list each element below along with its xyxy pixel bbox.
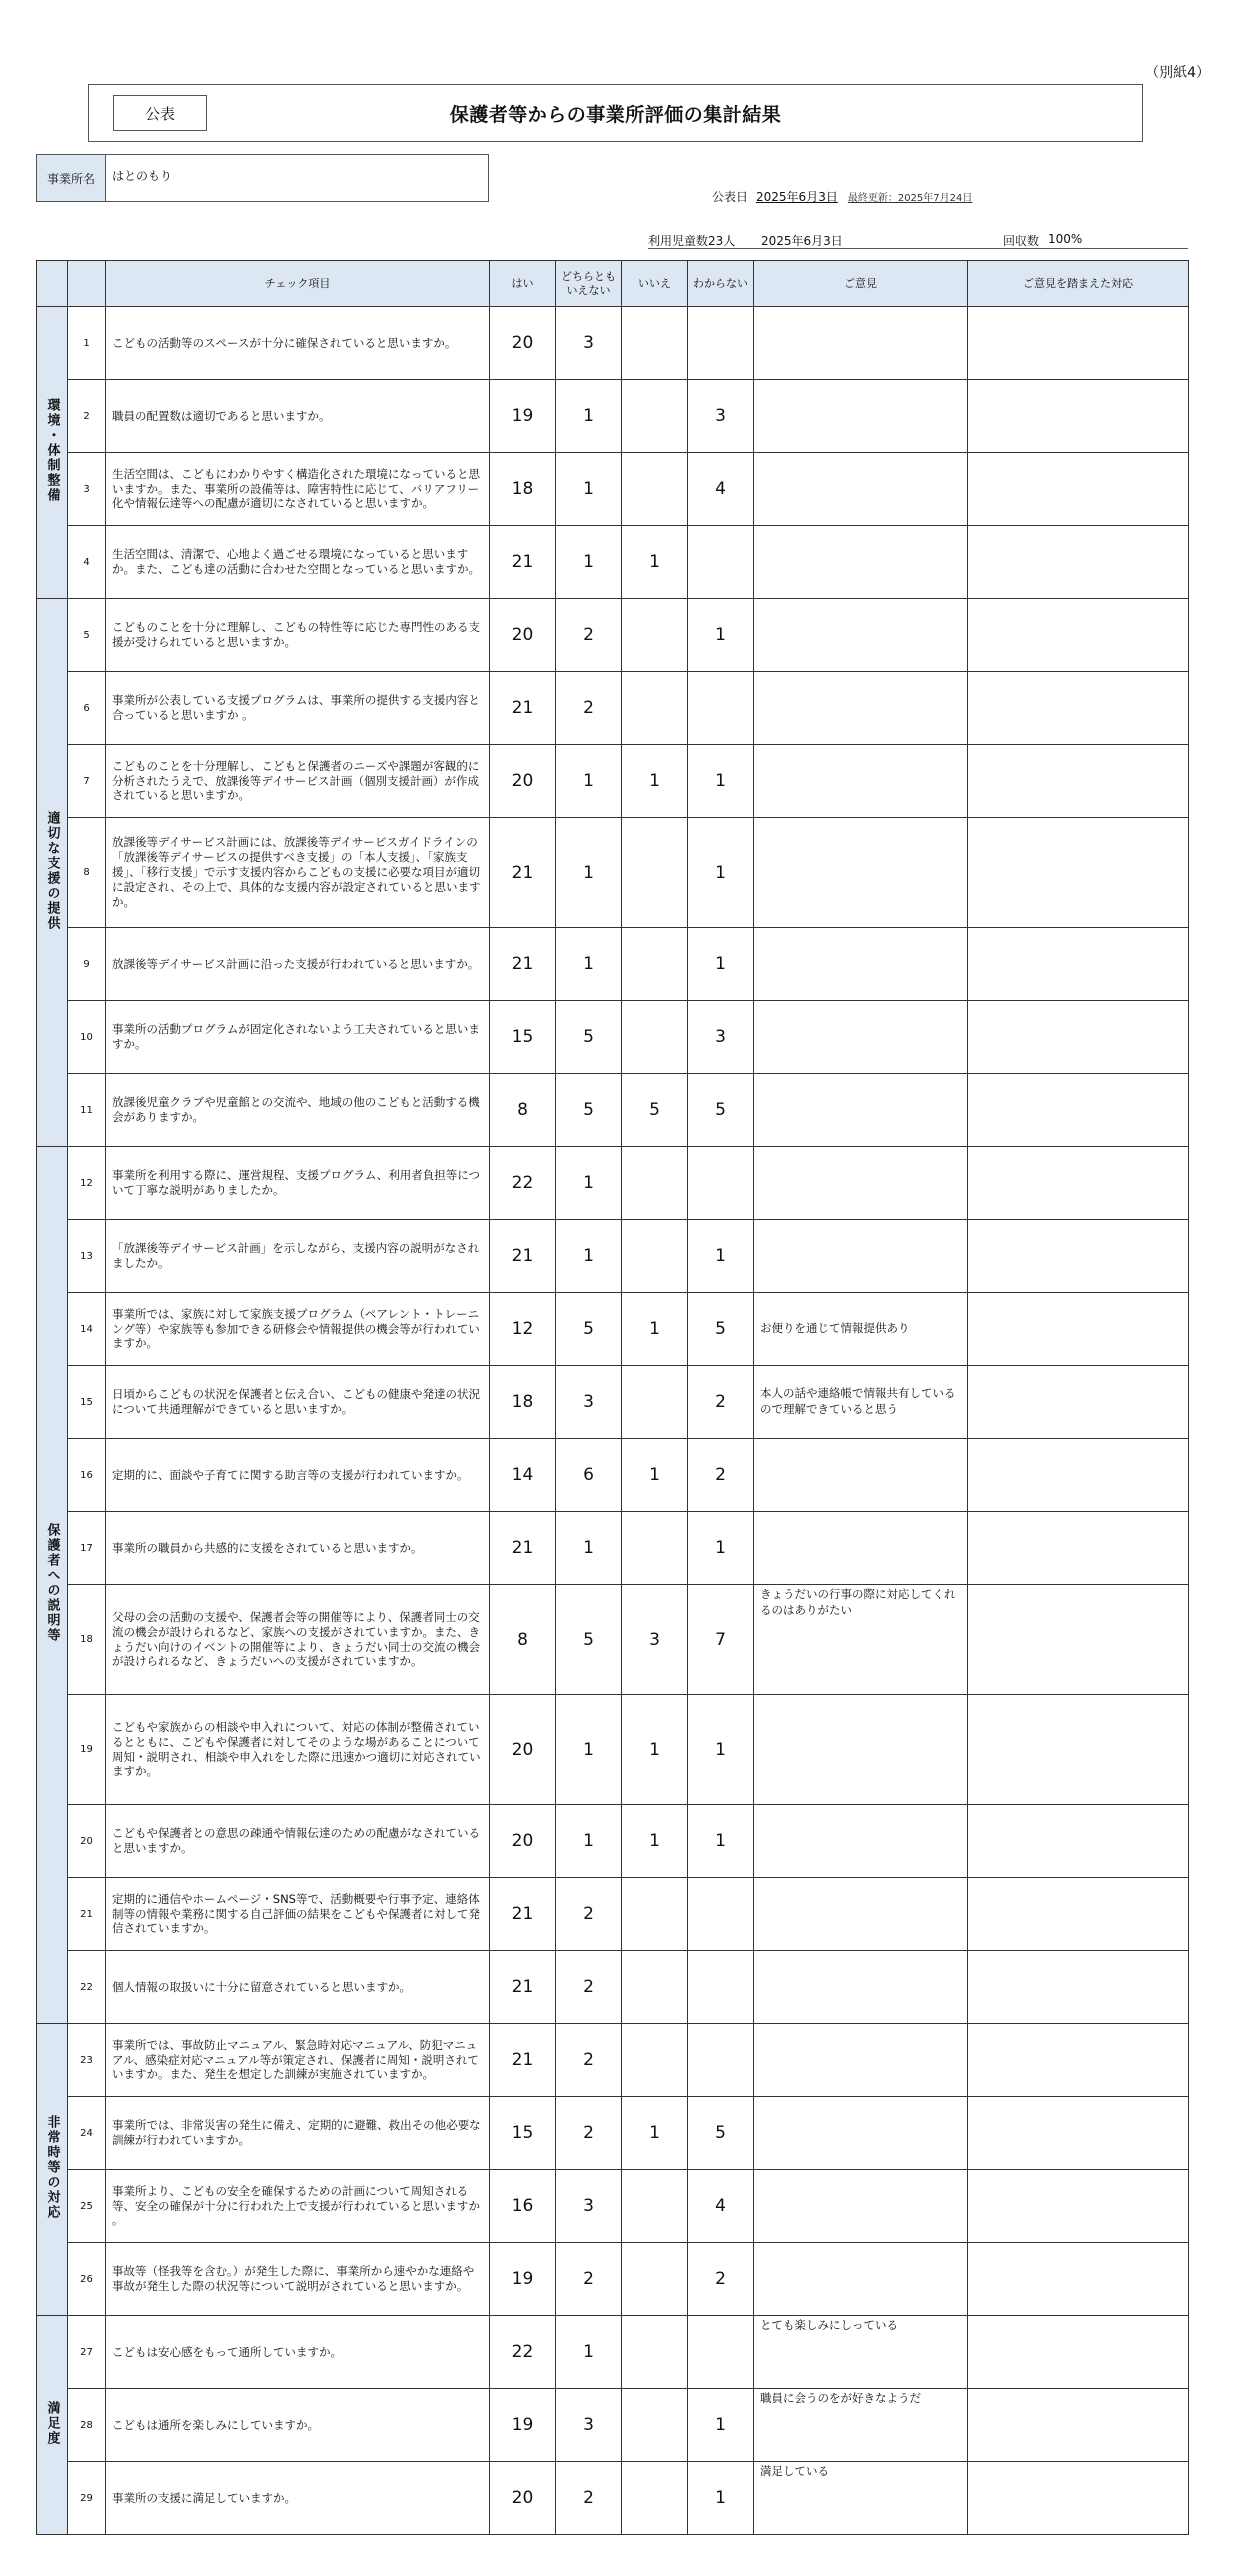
response-text bbox=[968, 2462, 1189, 2535]
question-text: 「放課後等デイサービス計画」を示しながら、支援内容の説明がなされましたか。 bbox=[106, 1220, 490, 1293]
count-unknown bbox=[688, 1147, 754, 1220]
opinion-text bbox=[754, 2097, 968, 2170]
count-neutral: 2 bbox=[556, 599, 622, 672]
count-yes: 20 bbox=[490, 1695, 556, 1805]
count-neutral: 1 bbox=[556, 745, 622, 818]
table-row bbox=[37, 1439, 1189, 1512]
count-unknown bbox=[688, 1878, 754, 1951]
count-no: 1 bbox=[622, 1695, 688, 1805]
question-text: 職員の配置数は適切であると思いますか。 bbox=[106, 380, 490, 453]
count-yes: 21 bbox=[490, 928, 556, 1001]
response-label: 回収数 bbox=[1003, 234, 1040, 248]
count-no: 1 bbox=[622, 1439, 688, 1512]
table-row bbox=[37, 1512, 1189, 1585]
question-text: 事故等（怪我等を含む。）が発生した際に、事業所から速やかな連絡や事故が発生した際の状況等について説明がされていると思いますか。 bbox=[106, 2243, 490, 2316]
opinion-text bbox=[754, 1074, 968, 1147]
header-number bbox=[68, 261, 106, 307]
count-yes: 22 bbox=[490, 2316, 556, 2389]
opinion-text: 本人の話や連絡帳で情報共有しているので理解できていると思う bbox=[754, 1366, 968, 1439]
table-header-row bbox=[37, 261, 1189, 307]
row-number: 3 bbox=[68, 453, 106, 526]
count-no bbox=[622, 1001, 688, 1074]
response-rate: 100% bbox=[1048, 232, 1083, 246]
count-unknown: 5 bbox=[688, 1293, 754, 1366]
survey-info-row bbox=[648, 228, 1188, 249]
question-text: 日頃からこどもの状況を保護者と伝え合い、こどもの健康や発達の状況について共通理解ができていると思いますか。 bbox=[106, 1366, 490, 1439]
count-unknown: 2 bbox=[688, 1366, 754, 1439]
survey-date: 2025年6月3日 bbox=[761, 234, 843, 248]
count-neutral: 1 bbox=[556, 1147, 622, 1220]
opinion-text bbox=[754, 307, 968, 380]
count-no bbox=[622, 818, 688, 928]
table-row bbox=[37, 380, 1189, 453]
count-unknown: 1 bbox=[688, 599, 754, 672]
count-yes: 21 bbox=[490, 1220, 556, 1293]
count-neutral: 3 bbox=[556, 1366, 622, 1439]
opinion-text bbox=[754, 1220, 968, 1293]
table-row bbox=[37, 2097, 1189, 2170]
count-unknown: 3 bbox=[688, 1001, 754, 1074]
row-number: 2 bbox=[68, 380, 106, 453]
response-text bbox=[968, 1878, 1189, 1951]
opinion-text bbox=[754, 1001, 968, 1074]
question-text: 事業所では、非常災害の発生に備え、定期的に避難、救出その他必要な訓練が行われていますか。 bbox=[106, 2097, 490, 2170]
count-neutral: 2 bbox=[556, 1951, 622, 2024]
count-yes: 14 bbox=[490, 1439, 556, 1512]
opinion-text bbox=[754, 453, 968, 526]
count-no bbox=[622, 1220, 688, 1293]
question-text: 放課後等デイサービス計画には、放課後等デイサービスガイドラインの「放課後等デイサービスの提供すべき支援」の「本人支援」、「家族支援」、「移行支援」で示す支援内容からこどもの支援に必要な項目が適切に設定され、その上で、具体的な支援内容が設定されていると思いますか。 bbox=[106, 818, 490, 928]
count-yes: 19 bbox=[490, 380, 556, 453]
table-row bbox=[37, 1074, 1189, 1147]
row-number: 7 bbox=[68, 745, 106, 818]
response-text bbox=[968, 2316, 1189, 2389]
count-neutral: 6 bbox=[556, 1439, 622, 1512]
question-text: 事業所より、こどもの安全を確保するための計画について周知される等、安全の確保が十分に行われた上で支援が行われていると思いますか 。 bbox=[106, 2170, 490, 2243]
row-number: 1 bbox=[68, 307, 106, 380]
table-row bbox=[37, 1878, 1189, 1951]
count-unknown bbox=[688, 307, 754, 380]
count-unknown: 5 bbox=[688, 1074, 754, 1147]
category-cell bbox=[37, 307, 68, 599]
response-text bbox=[968, 1293, 1189, 1366]
count-no bbox=[622, 1147, 688, 1220]
last-updated: 最終更新：2025年7月24日 bbox=[847, 193, 973, 204]
opinion-text bbox=[754, 2243, 968, 2316]
response-text bbox=[968, 1001, 1189, 1074]
count-no bbox=[622, 2243, 688, 2316]
row-number: 28 bbox=[68, 2389, 106, 2462]
response-text bbox=[968, 1074, 1189, 1147]
table-body bbox=[37, 307, 1189, 2535]
count-yes: 21 bbox=[490, 672, 556, 745]
count-unknown: 1 bbox=[688, 745, 754, 818]
opinion-text bbox=[754, 928, 968, 1001]
header-yes: はい bbox=[490, 261, 556, 307]
count-no: 1 bbox=[622, 1805, 688, 1878]
table-row bbox=[37, 599, 1189, 672]
count-neutral: 2 bbox=[556, 2462, 622, 2535]
count-neutral: 1 bbox=[556, 526, 622, 599]
count-unknown: 4 bbox=[688, 453, 754, 526]
response-text bbox=[968, 745, 1189, 818]
count-neutral: 1 bbox=[556, 380, 622, 453]
table-row bbox=[37, 2389, 1189, 2462]
question-text: 事業所の支援に満足していますか。 bbox=[106, 2462, 490, 2535]
count-unknown: 1 bbox=[688, 1695, 754, 1805]
table-row bbox=[37, 1695, 1189, 1805]
count-yes: 20 bbox=[490, 307, 556, 380]
count-yes: 21 bbox=[490, 1878, 556, 1951]
opinion-text: お便りを通じて情報提供あり bbox=[754, 1293, 968, 1366]
question-text: 個人情報の取扱いに十分に留意されていると思いますか。 bbox=[106, 1951, 490, 2024]
count-no: 1 bbox=[622, 745, 688, 818]
question-text: 放課後等デイサービス計画に沿った支援が行われていると思いますか。 bbox=[106, 928, 490, 1001]
response-text bbox=[968, 1695, 1189, 1805]
table-row bbox=[37, 1805, 1189, 1878]
count-yes: 20 bbox=[490, 599, 556, 672]
question-text: 生活空間は、こどもにわかりやすく構造化された環境になっていると思いますか。また、事業所の設備等は、障害特性に応じて、バリアフリー化や情報伝達等への配慮が適切になされていると思いますか。 bbox=[106, 453, 490, 526]
table-row bbox=[37, 672, 1189, 745]
response-text bbox=[968, 307, 1189, 380]
table-row bbox=[37, 2462, 1189, 2535]
row-number: 4 bbox=[68, 526, 106, 599]
row-number: 18 bbox=[68, 1585, 106, 1695]
count-no: 1 bbox=[622, 526, 688, 599]
count-unknown: 7 bbox=[688, 1585, 754, 1695]
row-number: 13 bbox=[68, 1220, 106, 1293]
row-number: 21 bbox=[68, 1878, 106, 1951]
table-row bbox=[37, 1147, 1189, 1220]
count-yes: 21 bbox=[490, 818, 556, 928]
header-response: ご意見を踏まえた対応 bbox=[968, 261, 1189, 307]
count-neutral: 5 bbox=[556, 1293, 622, 1366]
response-text bbox=[968, 1805, 1189, 1878]
count-no: 5 bbox=[622, 1074, 688, 1147]
header-opinion: ご意見 bbox=[754, 261, 968, 307]
count-unknown: 2 bbox=[688, 2243, 754, 2316]
count-neutral: 1 bbox=[556, 818, 622, 928]
opinion-text bbox=[754, 1951, 968, 2024]
count-neutral: 1 bbox=[556, 2316, 622, 2389]
pub-date: 2025年6月3日 bbox=[756, 190, 838, 204]
count-neutral: 3 bbox=[556, 307, 622, 380]
response-text bbox=[968, 2024, 1189, 2097]
question-text: 生活空間は、清潔で、心地よく過ごせる環境になっていると思いますか。また、こども達の活動に合わせた空間となっていると思いますか。 bbox=[106, 526, 490, 599]
row-number: 26 bbox=[68, 2243, 106, 2316]
count-unknown: 1 bbox=[688, 1512, 754, 1585]
question-text: 事業所の職員から共感的に支援をされていると思いますか。 bbox=[106, 1512, 490, 1585]
response-text bbox=[968, 2243, 1189, 2316]
row-number: 20 bbox=[68, 1805, 106, 1878]
row-number: 29 bbox=[68, 2462, 106, 2535]
header-unknown: わからない bbox=[688, 261, 754, 307]
table-row bbox=[37, 2024, 1189, 2097]
response-text bbox=[968, 453, 1189, 526]
count-unknown: 1 bbox=[688, 1220, 754, 1293]
count-yes: 21 bbox=[490, 1951, 556, 2024]
table-row bbox=[37, 307, 1189, 380]
count-neutral: 1 bbox=[556, 1512, 622, 1585]
header-neutral: どちらとも いえない bbox=[556, 261, 622, 307]
count-yes: 20 bbox=[490, 745, 556, 818]
table-row bbox=[37, 453, 1189, 526]
question-text: 事業所を利用する際に、運営規程、支援プログラム、利用者負担等について丁寧な説明がありましたか。 bbox=[106, 1147, 490, 1220]
count-unknown: 3 bbox=[688, 380, 754, 453]
question-text: 放課後児童クラブや児童館との交流や、地域の他のこどもと活動する機会がありますか。 bbox=[106, 1074, 490, 1147]
count-neutral: 2 bbox=[556, 2097, 622, 2170]
response-text bbox=[968, 599, 1189, 672]
question-text: 事業所の活動プログラムが固定化されないよう工夫されていると思いますか。 bbox=[106, 1001, 490, 1074]
opinion-text bbox=[754, 1147, 968, 1220]
count-neutral: 2 bbox=[556, 2024, 622, 2097]
count-unknown bbox=[688, 1951, 754, 2024]
count-no bbox=[622, 2170, 688, 2243]
count-neutral: 1 bbox=[556, 1805, 622, 1878]
category-label: 満足度 bbox=[44, 2400, 60, 2446]
question-text: 定期的に通信やホームページ・SNS等で、活動概要や行事予定、連絡体制等の情報や業務に関する自己評価の結果をこどもや保護者に対して発信されていますか。 bbox=[106, 1878, 490, 1951]
count-yes: 19 bbox=[490, 2389, 556, 2462]
table-row bbox=[37, 1220, 1189, 1293]
evaluation-table bbox=[36, 260, 1189, 2535]
row-number: 17 bbox=[68, 1512, 106, 1585]
header-item: チェック項目 bbox=[106, 261, 490, 307]
table-row bbox=[37, 1951, 1189, 2024]
count-unknown: 1 bbox=[688, 2389, 754, 2462]
question-text: 事業所では、家族に対して家族支援プログラム（ペアレント・トレーニング等）や家族等も参加できる研修会や情報提供の機会等が行われていますか。 bbox=[106, 1293, 490, 1366]
pub-date-label: 公表日 bbox=[712, 190, 749, 204]
response-text bbox=[968, 1585, 1189, 1695]
category-cell bbox=[37, 2316, 68, 2535]
count-no: 1 bbox=[622, 2097, 688, 2170]
row-number: 14 bbox=[68, 1293, 106, 1366]
question-text: 父母の会の活動の支援や、保護者会等の開催等により、保護者同士の交流の機会が設けられるなど、家族への支援がされていますか。また、きょうだい向けのイベントの開催等により、きょうだい同士の交流の機会が設けられるなど、きょうだいへの支援がされていますか。 bbox=[106, 1585, 490, 1695]
opinion-text bbox=[754, 818, 968, 928]
users-count: 利用児童数23人 bbox=[648, 234, 736, 248]
response-text bbox=[968, 526, 1189, 599]
category-cell bbox=[37, 599, 68, 1147]
row-number: 15 bbox=[68, 1366, 106, 1439]
count-unknown: 1 bbox=[688, 928, 754, 1001]
count-yes: 16 bbox=[490, 2170, 556, 2243]
response-text bbox=[968, 928, 1189, 1001]
question-text: こどもは通所を楽しみにしていますか。 bbox=[106, 2389, 490, 2462]
response-text bbox=[968, 1439, 1189, 1512]
count-no: 1 bbox=[622, 1293, 688, 1366]
row-number: 9 bbox=[68, 928, 106, 1001]
header-no: いいえ bbox=[622, 261, 688, 307]
table-row bbox=[37, 1366, 1189, 1439]
opinion-text bbox=[754, 599, 968, 672]
count-no bbox=[622, 928, 688, 1001]
row-number: 19 bbox=[68, 1695, 106, 1805]
response-text bbox=[968, 1220, 1189, 1293]
opinion-text bbox=[754, 672, 968, 745]
opinion-text bbox=[754, 1878, 968, 1951]
count-yes: 8 bbox=[490, 1074, 556, 1147]
count-yes: 21 bbox=[490, 1512, 556, 1585]
question-text: 事業所では、事故防止マニュアル、緊急時対応マニュアル、防犯マニュアル、感染症対応マニュアル等が策定され、保護者に周知・説明されていますか。また、発生を想定した訓練が実施されていますか。 bbox=[106, 2024, 490, 2097]
count-no bbox=[622, 1951, 688, 2024]
annex-label: （別紙4） bbox=[1145, 65, 1210, 81]
table-row bbox=[37, 2316, 1189, 2389]
count-no bbox=[622, 672, 688, 745]
count-neutral: 2 bbox=[556, 672, 622, 745]
count-no bbox=[622, 2316, 688, 2389]
opinion-text: きょうだいの行事の際に対応してくれるのはありがたい bbox=[754, 1585, 968, 1695]
response-text bbox=[968, 1147, 1189, 1220]
table-row bbox=[37, 818, 1189, 928]
question-text: こどもや家族からの相談や申入れについて、対応の体制が整備されているとともに、こどもや保護者に対してそのような場があることについて周知・説明され、相談や申入れをした際に迅速かつ適切に対応されていますか。 bbox=[106, 1695, 490, 1805]
count-yes: 12 bbox=[490, 1293, 556, 1366]
table-row bbox=[37, 745, 1189, 818]
count-unknown bbox=[688, 526, 754, 599]
count-neutral: 1 bbox=[556, 453, 622, 526]
response-text bbox=[968, 380, 1189, 453]
opinion-text: とても楽しみにしっている bbox=[754, 2316, 968, 2389]
category-label: 保護者への説明等 bbox=[44, 1523, 60, 1643]
opinion-text bbox=[754, 2170, 968, 2243]
count-unknown bbox=[688, 2316, 754, 2389]
count-no bbox=[622, 2024, 688, 2097]
count-yes: 20 bbox=[490, 1805, 556, 1878]
count-no: 3 bbox=[622, 1585, 688, 1695]
table-row bbox=[37, 1001, 1189, 1074]
count-unknown: 1 bbox=[688, 2462, 754, 2535]
count-unknown: 2 bbox=[688, 1439, 754, 1512]
count-no bbox=[622, 380, 688, 453]
facility-box bbox=[36, 154, 489, 202]
response-text bbox=[968, 2170, 1189, 2243]
count-no bbox=[622, 1512, 688, 1585]
table-row bbox=[37, 1585, 1189, 1695]
question-text: こどものことを十分に理解し、こどもの特性等に応じた専門性のある支援が受けられていると思いますか。 bbox=[106, 599, 490, 672]
response-text bbox=[968, 2389, 1189, 2462]
row-number: 10 bbox=[68, 1001, 106, 1074]
count-no bbox=[622, 2389, 688, 2462]
count-neutral: 1 bbox=[556, 928, 622, 1001]
row-number: 27 bbox=[68, 2316, 106, 2389]
question-text: こどもの活動等のスペースが十分に確保されていると思いますか。 bbox=[106, 307, 490, 380]
table-row bbox=[37, 1293, 1189, 1366]
count-yes: 8 bbox=[490, 1585, 556, 1695]
row-number: 5 bbox=[68, 599, 106, 672]
facility-name: はとのもり bbox=[112, 169, 173, 183]
opinion-text: 満足している bbox=[754, 2462, 968, 2535]
question-text: こどもは安心感をもって通所していますか。 bbox=[106, 2316, 490, 2389]
count-yes: 15 bbox=[490, 1001, 556, 1074]
row-number: 22 bbox=[68, 1951, 106, 2024]
count-no bbox=[622, 2462, 688, 2535]
question-text: 事業所が公表している支援プログラムは、事業所の提供する支援内容と合っていると思いますか 。 bbox=[106, 672, 490, 745]
count-neutral: 1 bbox=[556, 1695, 622, 1805]
public-badge: 公表 bbox=[113, 95, 207, 131]
count-neutral: 3 bbox=[556, 2170, 622, 2243]
opinion-text bbox=[754, 1805, 968, 1878]
category-cell bbox=[37, 1147, 68, 2024]
opinion-text bbox=[754, 745, 968, 818]
table-row bbox=[37, 526, 1189, 599]
count-neutral: 5 bbox=[556, 1001, 622, 1074]
count-neutral: 1 bbox=[556, 1220, 622, 1293]
count-yes: 21 bbox=[490, 526, 556, 599]
count-unknown bbox=[688, 672, 754, 745]
count-unknown: 1 bbox=[688, 818, 754, 928]
table-row bbox=[37, 2243, 1189, 2316]
opinion-text bbox=[754, 380, 968, 453]
count-neutral: 2 bbox=[556, 2243, 622, 2316]
row-number: 8 bbox=[68, 818, 106, 928]
category-label: 環境・体制整備 bbox=[44, 398, 60, 503]
facility-label: 事業所名 bbox=[37, 155, 106, 201]
publication-date-line bbox=[712, 188, 972, 205]
row-number: 16 bbox=[68, 1439, 106, 1512]
row-number: 12 bbox=[68, 1147, 106, 1220]
count-yes: 18 bbox=[490, 1366, 556, 1439]
count-yes: 15 bbox=[490, 2097, 556, 2170]
count-unknown bbox=[688, 2024, 754, 2097]
response-text bbox=[968, 2097, 1189, 2170]
opinion-text bbox=[754, 1439, 968, 1512]
category-label: 適切な支援の提供 bbox=[44, 810, 60, 931]
count-no bbox=[622, 1366, 688, 1439]
page-title: 保護者等からの事業所評価の集計結果 bbox=[449, 103, 782, 126]
response-text bbox=[968, 818, 1189, 928]
response-text bbox=[968, 1366, 1189, 1439]
category-cell bbox=[37, 2024, 68, 2316]
count-neutral: 5 bbox=[556, 1074, 622, 1147]
response-text bbox=[968, 1951, 1189, 2024]
count-neutral: 3 bbox=[556, 2389, 622, 2462]
opinion-text: 職員に会うのをが好きなようだ bbox=[754, 2389, 968, 2462]
count-yes: 19 bbox=[490, 2243, 556, 2316]
count-unknown: 4 bbox=[688, 2170, 754, 2243]
row-number: 23 bbox=[68, 2024, 106, 2097]
count-no bbox=[622, 453, 688, 526]
row-number: 24 bbox=[68, 2097, 106, 2170]
row-number: 6 bbox=[68, 672, 106, 745]
count-no bbox=[622, 307, 688, 380]
category-label: 非常時等の対応 bbox=[44, 2115, 60, 2220]
count-unknown: 5 bbox=[688, 2097, 754, 2170]
count-neutral: 2 bbox=[556, 1878, 622, 1951]
title-box bbox=[88, 84, 1143, 142]
response-text bbox=[968, 1512, 1189, 1585]
opinion-text bbox=[754, 526, 968, 599]
opinion-text bbox=[754, 2024, 968, 2097]
table-row bbox=[37, 2170, 1189, 2243]
question-text: こどもや保護者との意思の疎通や情報伝達のための配慮がなされていると思いますか。 bbox=[106, 1805, 490, 1878]
count-yes: 20 bbox=[490, 2462, 556, 2535]
count-unknown: 1 bbox=[688, 1805, 754, 1878]
row-number: 11 bbox=[68, 1074, 106, 1147]
question-text: こどものことを十分理解し、こどもと保護者のニーズや課題が客観的に分析されたうえで、放課後等デイサービス計画（個別支援計画）が作成されていると思いますか。 bbox=[106, 745, 490, 818]
response-text bbox=[968, 672, 1189, 745]
table-row bbox=[37, 928, 1189, 1001]
opinion-text bbox=[754, 1512, 968, 1585]
count-no bbox=[622, 1878, 688, 1951]
count-yes: 22 bbox=[490, 1147, 556, 1220]
count-no bbox=[622, 599, 688, 672]
count-yes: 18 bbox=[490, 453, 556, 526]
count-yes: 21 bbox=[490, 2024, 556, 2097]
row-number: 25 bbox=[68, 2170, 106, 2243]
question-text: 定期的に、面談や子育てに関する助言等の支援が行われていますか。 bbox=[106, 1439, 490, 1512]
count-neutral: 5 bbox=[556, 1585, 622, 1695]
header-category bbox=[37, 261, 68, 307]
opinion-text bbox=[754, 1695, 968, 1805]
